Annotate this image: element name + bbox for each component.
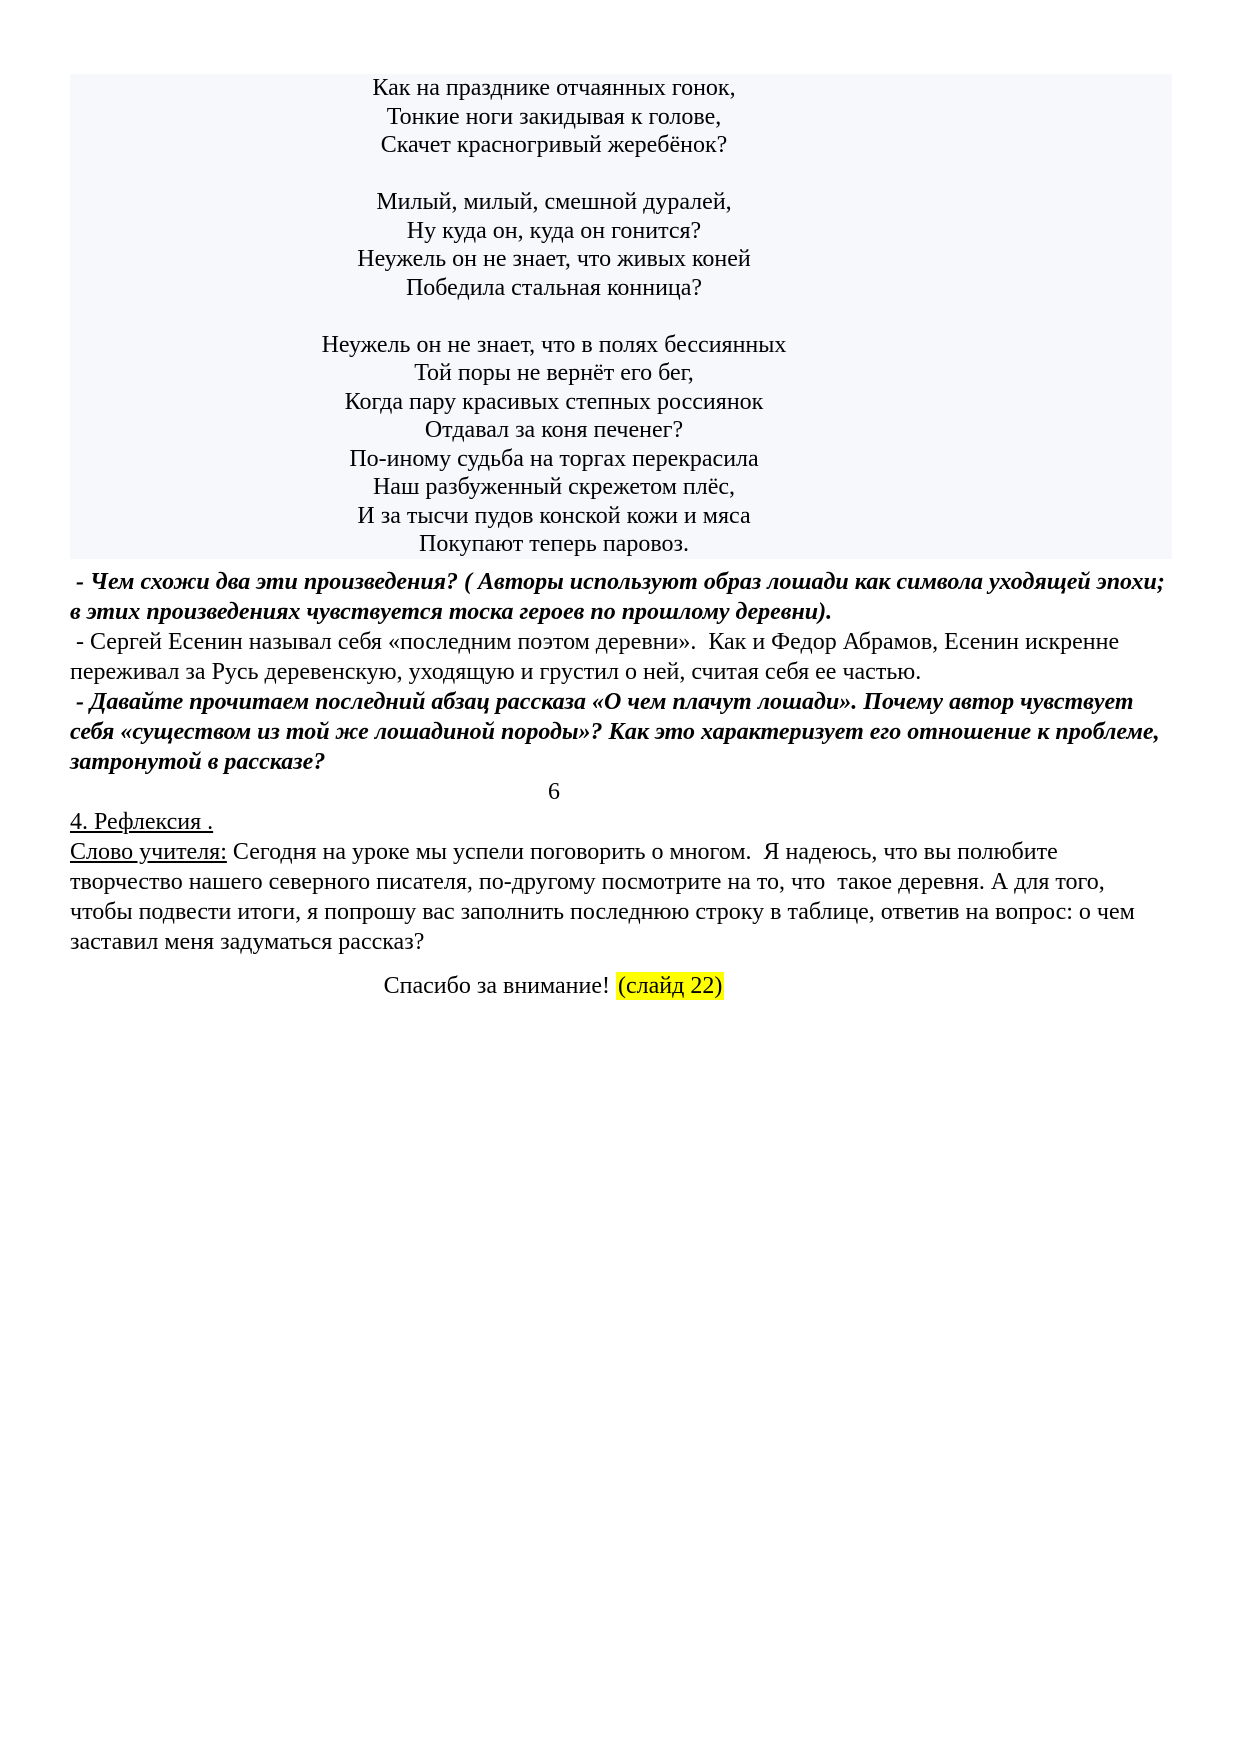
teacher-word-text: Сегодня на уроке мы успели поговорить о многом. Я надеюсь, что вы полюбите творчество нашего северного писателя, по-другому посмотрите на то, что такое деревня. А для того, чтобы подвести итоги, я попрошу вас заполнить последнюю строку в таблице, ответив на вопрос: о чем заставил меня задуматься рассказ? xyxy=(70,838,1141,955)
poem-line: Неужель он не знает, что живых коней xyxy=(357,246,751,272)
poem-line: По-иному судьба на торгах перекрасила xyxy=(349,445,759,472)
poem-line: И за тысчи пудов конской кожи и мяса xyxy=(357,502,751,529)
poem-line: Милый, милый, смешной дуралей, xyxy=(376,189,732,215)
stanza-gap xyxy=(70,160,1038,189)
paragraph-teacher-word xyxy=(70,837,1172,957)
poem-line: Покупают теперь паровоз. xyxy=(419,531,689,557)
poem-line: Наш разбуженный скрежетом плёс, xyxy=(372,474,736,500)
page-number: 6 xyxy=(548,778,560,805)
poem-line: Ну куда он, куда он гонится? xyxy=(406,217,702,244)
stanza-gap xyxy=(70,302,1038,331)
thanks-text: Спасибо за внимание! xyxy=(383,972,617,999)
poem-line: Той поры не вернёт его бег, xyxy=(414,360,694,386)
poem-line: Отдавал за коня печенег? xyxy=(424,417,684,443)
slide-ref-highlight: (слайд 22) xyxy=(618,972,723,999)
reflection-heading: 4. Рефлексия . xyxy=(70,808,214,835)
poem-line: Как на празднике отчаянных гонок, xyxy=(372,75,736,101)
poem-line: Победила стальная конница? xyxy=(405,274,703,301)
poem-line: Когда пару красивых степных россиянок xyxy=(344,388,764,415)
poem-line: Скачет красногривый жеребёнок? xyxy=(380,132,728,158)
poem-block xyxy=(70,74,1172,559)
poem-line: Неужель он не знает, что в полях бессиянных xyxy=(321,331,787,358)
paragraph-esenin-note: - Сергей Есенин называл себя «последним поэтом деревни». Как и Федор Абрамов, Есенин искренне переживал за Русь деревенскую, уходящую и грустил о ней, считая себя ее частью. xyxy=(70,628,1126,685)
teacher-word-label: Слово учителя: xyxy=(70,838,227,865)
paragraph-comparison-question: - Чем схожи два эти произведения? ( Авторы используют образ лошади как символа уходящей эпохи; в этих произведениях чувствуется тоска героев по прошлому деревни). xyxy=(70,568,1171,625)
paragraph-read-task-question: - Давайте прочитаем последний абзац рассказа «О чем плачут лошади». Почему автор чувствует себя «существом из той же лошадиной породы»? Как это характеризует его отношение к проблеме, затронутой в рассказе? xyxy=(70,688,1166,775)
closing-line xyxy=(70,971,1172,1001)
reflection-heading-line xyxy=(70,807,1172,837)
poem-line: Тонкие ноги закидывая к голове, xyxy=(386,103,722,130)
